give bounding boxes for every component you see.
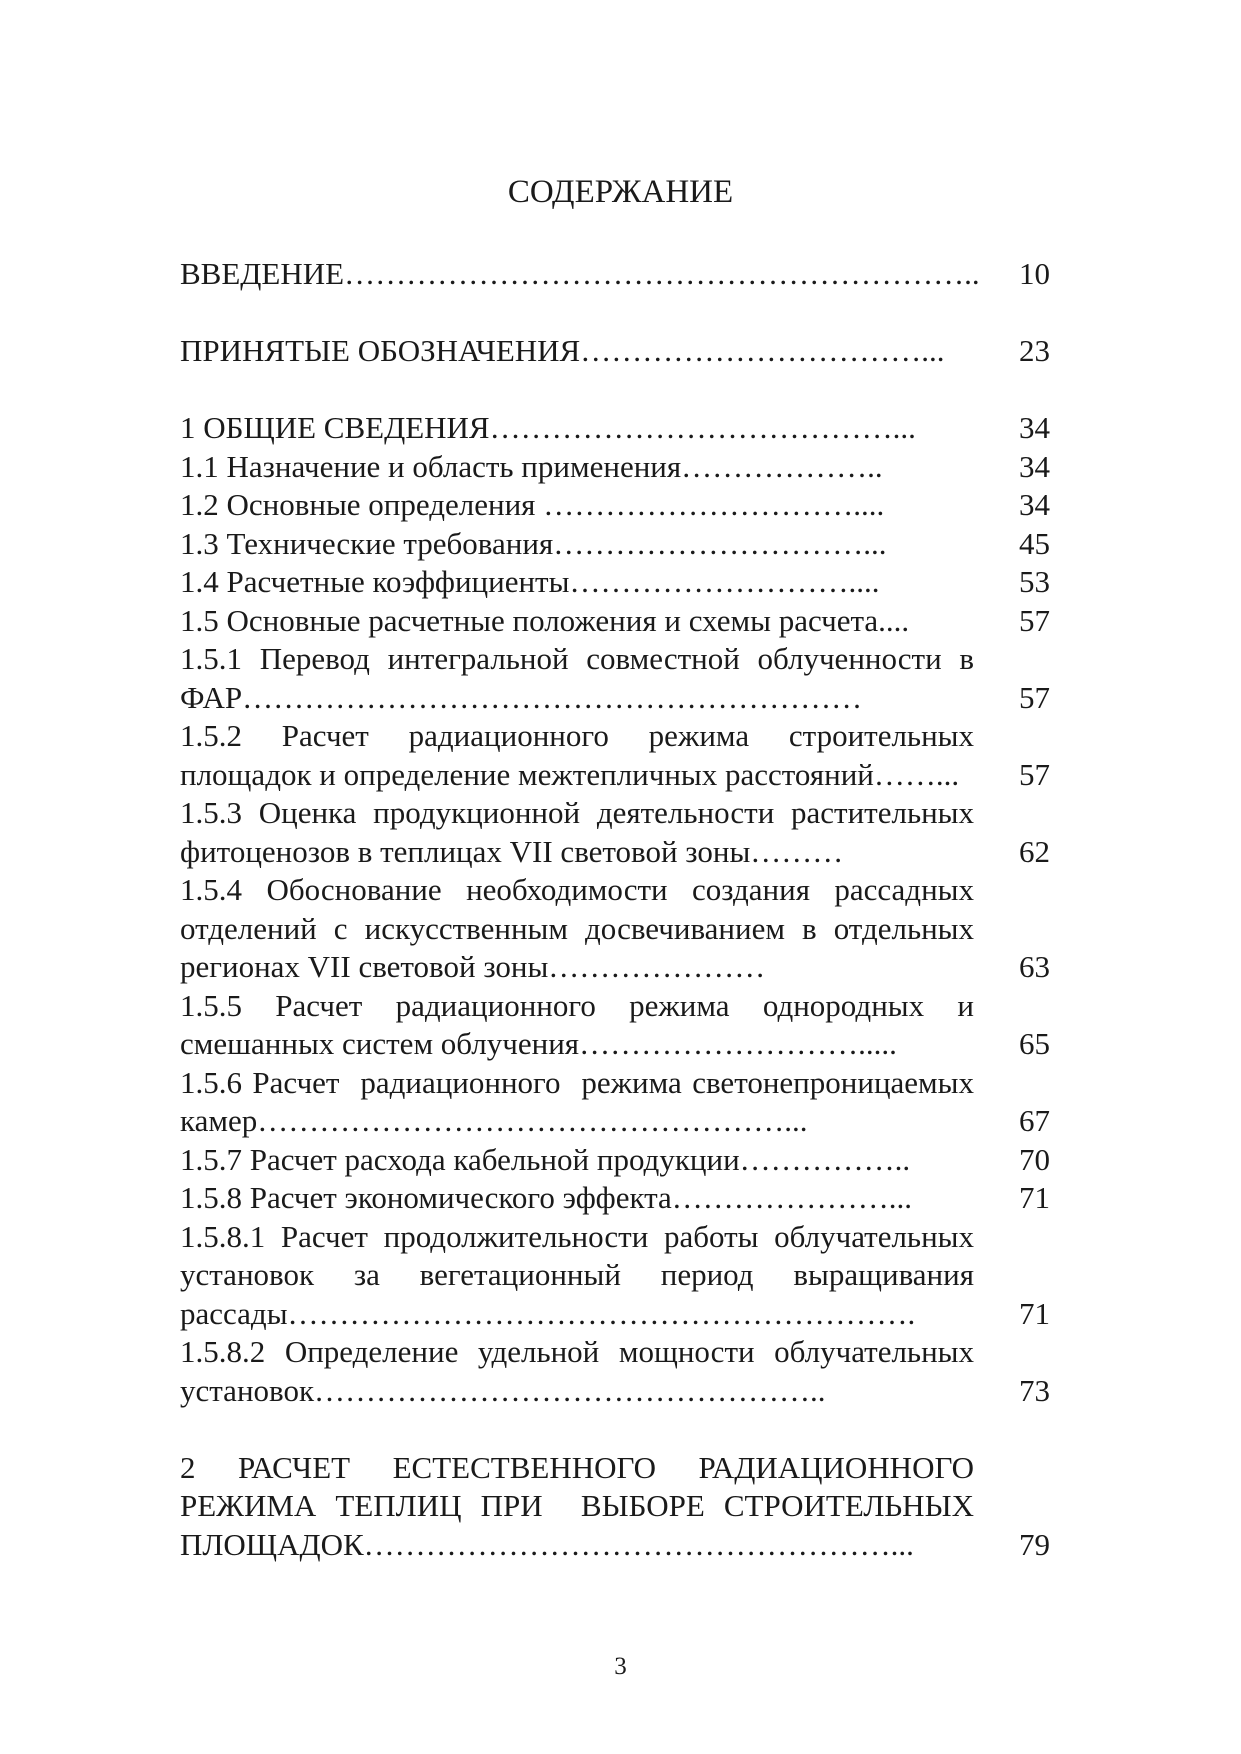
toc-entry-page: 62 — [1019, 833, 1050, 869]
toc-entry — [180, 332, 1050, 371]
toc-entry-text: 1.5 Основные расчетные положения и схемы расчета.... — [180, 602, 910, 638]
toc-entry-page: 63 — [1019, 949, 1050, 984]
section-gap — [180, 294, 1050, 333]
toc-entry — [180, 717, 1050, 794]
toc-entry — [180, 1064, 1050, 1141]
toc-entry-text: 1.5.8.2 Определение удельной мощности облучательных установок………………………………………….. — [180, 1334, 982, 1408]
toc-entry-page: 79 — [1019, 1526, 1050, 1562]
toc-entry — [180, 409, 1050, 448]
toc-entry-page: 34 — [1019, 410, 1050, 445]
toc-entry — [180, 448, 1050, 487]
toc-entry — [180, 1141, 1050, 1180]
section-gap — [180, 1410, 1050, 1449]
toc-entry-text: 1.5.3 Оценка продукционной деятельности растительных фитоценозов в теплицах VII световой зоны……… — [180, 795, 982, 869]
page-title: СОДЕРЖАНИЕ — [507, 174, 734, 210]
toc-entry-text: 1.5.7 Расчет расхода кабельной продукции…………….. — [180, 1141, 911, 1177]
toc-entry-page: 57 — [1019, 756, 1050, 792]
toc-entry — [180, 1179, 1050, 1218]
toc-entry-page: 71 — [1019, 1295, 1050, 1331]
toc-entry-text: 1.5.8.1 Расчет продолжительности работы облучательных установок за вегетационный период выращивания рассады……………………………………………………. — [180, 1218, 982, 1331]
toc-entry-page: 71 — [1019, 1180, 1050, 1215]
table-of-contents — [180, 255, 1050, 1564]
toc-entry — [180, 486, 1050, 525]
toc-entry-text: 1.5.2 Расчет радиационного режима строительных площадок и определение межтепличных расстояний……... — [180, 718, 982, 792]
toc-entry — [180, 525, 1050, 564]
toc-entry-text: ПРИНЯТЫЕ ОБОЗНАЧЕНИЯ……………………………... — [180, 333, 945, 368]
toc-entry-page: 34 — [1019, 448, 1050, 484]
page-number: 3 — [614, 1653, 627, 1680]
toc-entry-page: 67 — [1019, 1103, 1050, 1138]
toc-entry-page: 10 — [1019, 256, 1050, 291]
toc-entry-text: 1.2 Основные определения ………………………….... — [180, 487, 885, 522]
toc-entry-text: 1.1 Назначение и область применения……………….. — [180, 448, 883, 484]
section-gap — [180, 371, 1050, 410]
toc-entry — [180, 255, 1050, 294]
toc-entry-page: 45 — [1019, 525, 1050, 561]
toc-entry-page: 53 — [1019, 564, 1050, 599]
toc-entry — [180, 1449, 1050, 1565]
toc-entry-text: 1.5.5 Расчет радиационного режима однородных и смешанных систем облучения………………………..... — [180, 987, 982, 1061]
toc-entry-text: 1 ОБЩИЕ СВЕДЕНИЯ…………………………………... — [180, 410, 916, 445]
toc-entry — [180, 602, 1050, 641]
toc-entry-page: 70 — [1019, 1141, 1050, 1177]
toc-entry-page: 57 — [1019, 679, 1050, 715]
toc-entry-page: 23 — [1019, 333, 1050, 368]
toc-entry-text: 1.5.4 Обоснование необходимости создания рассадных отделений с искусственным досвечиванием в отдельных регионах VII световой зоны………………… — [180, 872, 982, 984]
toc-entry — [180, 1333, 1050, 1410]
toc-entry-text: 1.5.1 Перевод интегральной совместной облученности в ФАР…………………………………………………… — [180, 641, 982, 715]
toc-entry-text: 1.5.8 Расчет экономического эффекта…………………... — [180, 1180, 913, 1215]
toc-entry — [180, 871, 1050, 987]
toc-entry-page: 73 — [1019, 1372, 1050, 1408]
toc-entry — [180, 1218, 1050, 1334]
toc-entry — [180, 987, 1050, 1064]
toc-entry-text: 1.4 Расчетные коэффициенты……………………….... — [180, 564, 880, 599]
toc-entry — [180, 794, 1050, 871]
toc-entry-text: 1.3 Технические требования…………………………... — [180, 525, 887, 561]
toc-entry-page: 34 — [1019, 487, 1050, 522]
toc-entry-text: ВВЕДЕНИЕ…………………………………………………….. — [180, 256, 980, 291]
toc-entry — [180, 640, 1050, 717]
toc-entry-page: 57 — [1019, 602, 1050, 638]
toc-entry-text: 1.5.6 Расчет радиационного режима светонепроницаемых камер……………………………………………... — [180, 1064, 982, 1138]
toc-entry-page: 65 — [1019, 1026, 1050, 1061]
toc-entry — [180, 563, 1050, 602]
toc-entry-text: 2 РАСЧЕТ ЕСТЕСТВЕННОГО РАДИАЦИОННОГО РЕЖИМА ТЕПЛИЦ ПРИ ВЫБОРЕ СТРОИТЕЛЬНЫХ ПЛОЩАДОК……………………………………………... — [180, 1449, 982, 1562]
